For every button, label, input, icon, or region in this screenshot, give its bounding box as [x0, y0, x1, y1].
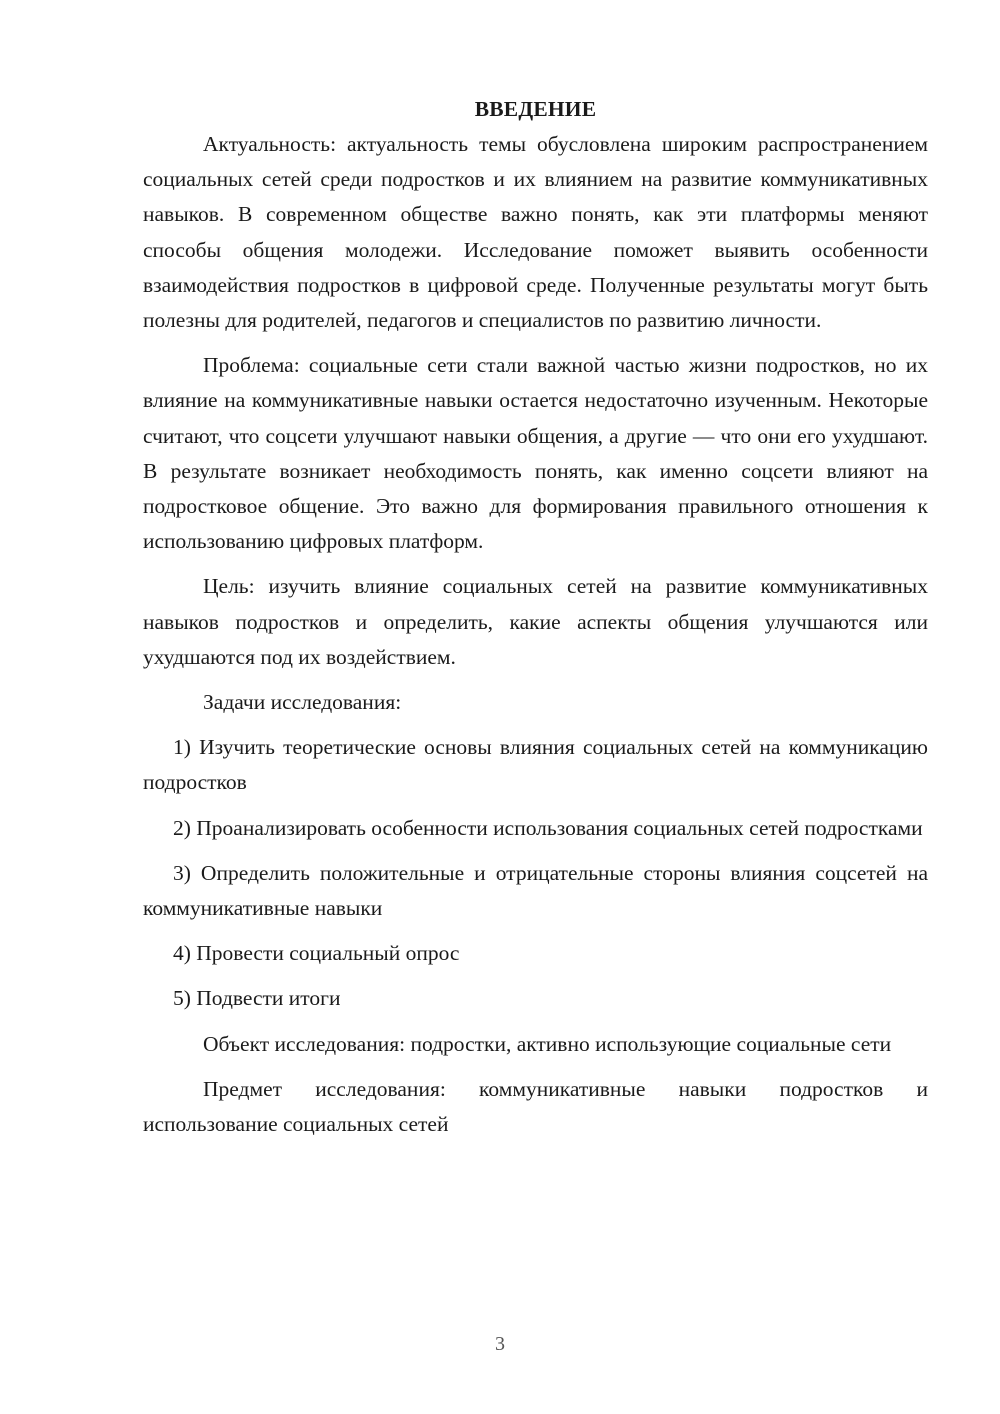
goal-paragraph: Цель: изучить влияние социальных сетей на развитие коммуникативных навыков подростков и определить, какие аспекты общения улучшаются или ухудшаются под их воздействием.	[143, 574, 928, 669]
task-item-2: 2) Проанализировать особенности использования социальных сетей подростками	[173, 815, 923, 840]
section-title: ВВЕДЕНИЕ	[474, 97, 597, 121]
relevance-paragraph: Актуальность: актуальность темы обусловлена широким распространением социальных сетей среди подростков и их влиянием на развитие коммуникативных навыков. В современном обществе важно понять, как эти платформы меняют способы общения молодежи. Исследование поможет выявить особенности взаимодействия подростков в цифровой среде. Полученные результаты могут быть полезны для родителей, педагогов и специалистов по развитию личности.	[143, 132, 928, 333]
task-item-5: 5) Подвести итоги	[173, 986, 341, 1011]
object-paragraph: Объект исследования: подростки, активно использующие социальные сети	[203, 1031, 892, 1056]
task-item-1: 1) Изучить теоретические основы влияния социальных сетей на коммуникацию подростков	[143, 735, 928, 795]
document-page	[143, 92, 928, 1152]
tasks-label: Задачи исследования:	[203, 690, 402, 715]
task-item-3: 3) Определить положительные и отрицательные стороны влияния соцсетей на коммуникативные навыки	[143, 860, 928, 921]
problem-paragraph: Проблема: социальные сети стали важной частью жизни подростков, но их влияние на коммуникативные навыки остается недостаточно изученным. Некоторые считают, что соцсети улучшают навыки общения, а другие — что они его ухудшают. В результате возникает необходимость понять, как именно соцсети влияют на подростковое общение. Это важно для формирования правильного отношения к использованию цифровых платформ.	[143, 353, 928, 554]
subject-paragraph: Предмет исследования: коммуникативные навыки подростков и использование социальных сетей	[143, 1076, 928, 1137]
page-number: 3	[495, 1333, 505, 1355]
task-item-4: 4) Провести социальный опрос	[173, 941, 460, 966]
